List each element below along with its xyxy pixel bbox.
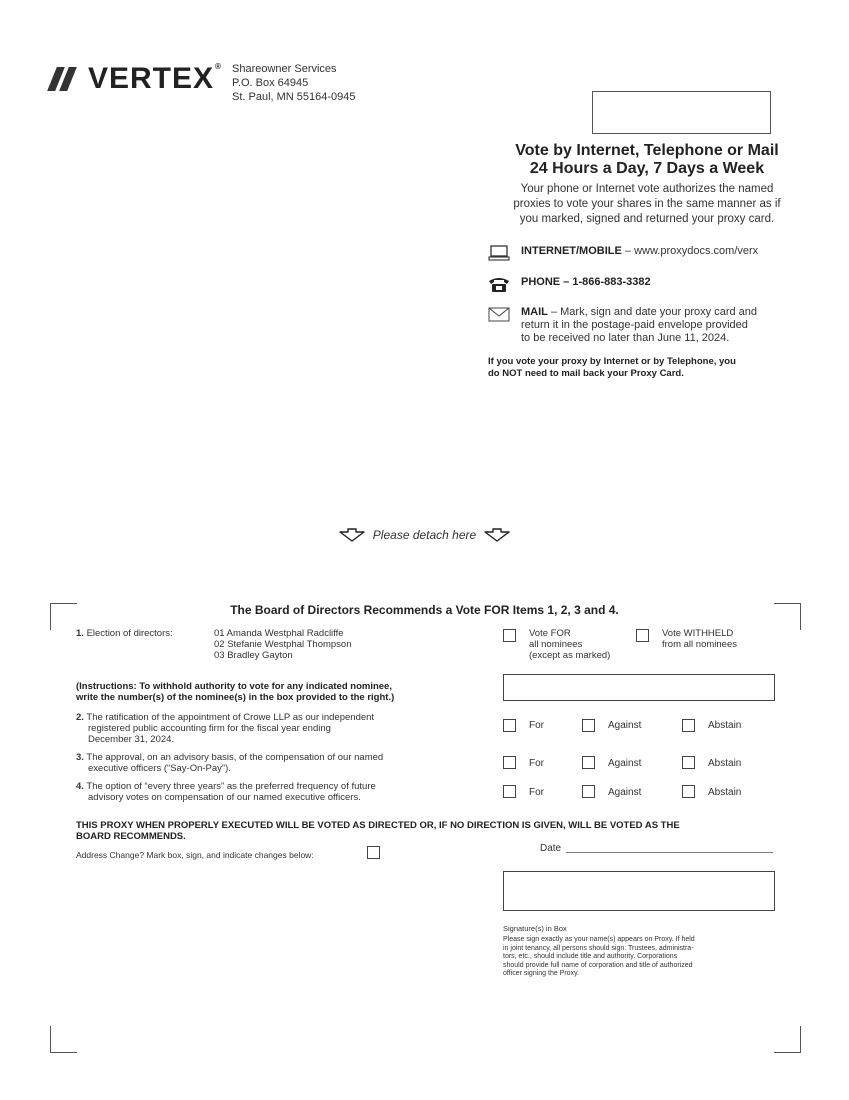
item-4-abstain-label: Abstain <box>708 787 742 798</box>
address-change-label: Address Change? Mark box, sign, and indicate changes below: <box>76 850 314 860</box>
mail-method: MAIL – Mark, sign and date your proxy card and return it in the postage-paid envelope provided to be received no later than June 11, 2024. <box>488 306 757 345</box>
item-3-abstain-label: Abstain <box>708 758 742 769</box>
board-recommendation-title: The Board of Directors Recommends a Vote FOR Items 1, 2, 3 and 4. <box>230 603 619 617</box>
item-3-against-label: Against <box>608 758 642 769</box>
item-2-text: 2. The ratification of the appointment of Crowe LLP as our independent registered public accounting firm for the fiscal year ending December 31, 2024. <box>76 712 375 745</box>
item-1-label: 1. Election of directors: <box>76 628 173 639</box>
address-line: Shareowner Services <box>232 63 337 75</box>
vote-subtitle: Your phone or Internet vote authorizes the named proxies to vote your shares in the same manner as if you marked, signed and returned your proxy card. <box>513 183 781 225</box>
address-line: P.O. Box 64945 <box>232 77 309 89</box>
item-4-against-label: Against <box>608 787 642 798</box>
return-address <box>232 62 356 104</box>
date-label: Date <box>540 843 562 854</box>
computer-icon <box>488 245 510 261</box>
telephone-icon <box>488 276 510 292</box>
signature-instructions: Please sign exactly as your name(s) appears on Proxy. If held in joint tenancy, all persons should sign. Trustees, administra- tors, etc., should include title and authority. Corporations should provide full name of corporation and title of authorized officer signing the Proxy. <box>503 936 695 977</box>
internet-method: INTERNET/MOBILE – www.proxydocs.com/verx <box>488 245 758 261</box>
item-2-abstain-checkbox[interactable] <box>682 719 695 732</box>
signature-label: Signature(s) in Box <box>503 924 567 933</box>
date-field[interactable] <box>566 852 773 853</box>
address-line: St. Paul, MN 55164-0945 <box>232 91 356 103</box>
item-3-for-label: For <box>529 758 544 769</box>
item-4-against-checkbox[interactable] <box>582 785 595 798</box>
crop-mark <box>50 1026 77 1053</box>
nominee: 01 Amanda Westphal Radcliffe <box>214 628 344 639</box>
item-4-for-label: For <box>529 787 544 798</box>
nominee-list <box>214 628 352 661</box>
nominee: 02 Stefanie Westphal Thompson <box>214 639 352 650</box>
envelope-icon <box>488 306 510 322</box>
detach-line <box>0 528 849 542</box>
phone-method: PHONE – 1-866-883-3382 <box>488 276 651 292</box>
signature-box[interactable] <box>503 871 775 911</box>
logo-text: VERTEX® <box>88 62 222 95</box>
item-2-against-checkbox[interactable] <box>582 719 595 732</box>
detach-text: Please detach here <box>372 528 477 542</box>
control-number-box <box>592 91 771 134</box>
vote-withheld-label: Vote WITHHELD from all nominees <box>662 628 737 650</box>
withhold-nominee-input[interactable] <box>503 674 775 701</box>
vertex-logo <box>48 62 222 96</box>
vote-for-all-label: Vote FOR all nominees (except as marked) <box>529 628 611 661</box>
withhold-instructions: (Instructions: To withhold authority to vote for any indicated nominee, write the number(s) of the nominee(s) in the box provided to the right.) <box>76 681 395 703</box>
item-4-text: 4. The option of “every three years” as the preferred frequency of future advisory votes on compensation of our named executive officers. <box>76 781 376 803</box>
item-3-for-checkbox[interactable] <box>503 756 516 769</box>
item-2-for-checkbox[interactable] <box>503 719 516 732</box>
nominee: 03 Bradley Gayton <box>214 650 293 661</box>
item-3-abstain-checkbox[interactable] <box>682 756 695 769</box>
arrow-down-icon <box>339 528 365 542</box>
item-3-text: 3. The approval, on an advisory basis, of the compensation of our named executive officers (“Say-On-Pay”). <box>76 752 384 774</box>
crop-mark <box>774 1026 801 1053</box>
item-2-against-label: Against <box>608 720 642 731</box>
proxy-statement: THIS PROXY WHEN PROPERLY EXECUTED WILL BE VOTED AS DIRECTED OR, IF NO DIRECTION IS GIVEN, WILL BE VOTED AS THE BOARD RECOMMENDS. <box>76 820 680 842</box>
vote-withheld-checkbox[interactable] <box>636 629 649 642</box>
vote-for-all-checkbox[interactable] <box>503 629 516 642</box>
item-3-against-checkbox[interactable] <box>582 756 595 769</box>
arrow-down-icon <box>484 528 510 542</box>
no-mail-note: If you vote your proxy by Internet or by Telephone, you do NOT need to mail back your Proxy Card. <box>488 356 736 379</box>
item-2-abstain-label: Abstain <box>708 720 742 731</box>
item-4-for-checkbox[interactable] <box>503 785 516 798</box>
address-change-checkbox[interactable] <box>367 846 380 859</box>
vertex-logo-mark-icon <box>48 67 82 91</box>
item-2-for-label: For <box>529 720 544 731</box>
vote-title: Vote by Internet, Telephone or Mail 24 Hours a Day, 7 Days a Week <box>515 142 779 177</box>
item-4-abstain-checkbox[interactable] <box>682 785 695 798</box>
